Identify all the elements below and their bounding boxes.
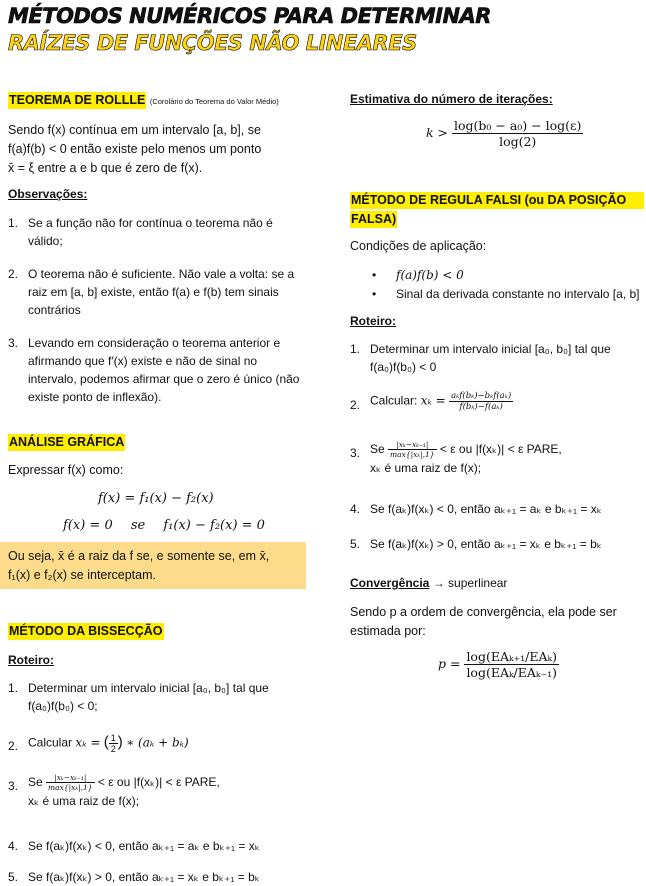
condition-item: • f(a)f(b) < 0 — [372, 268, 464, 282]
fraction-denominator: max{|xₖ|,1} — [390, 450, 435, 460]
fraction-denominator: f(bₖ)−f(aₖ) — [459, 402, 503, 412]
step-lhs: xₖ = — [420, 393, 446, 408]
rolle-text-line3: x̄ = ξ entre a e b que é zero de f(x). — [8, 161, 203, 175]
step-line: Determinar um intervalo inicial [a₀, b₀] tal que — [370, 342, 611, 356]
step-lhs: xₖ = — [75, 735, 101, 750]
regula-heading-line2: FALSA) — [351, 212, 397, 226]
condition-text: Sinal da derivada constante no intervalo [a, b] — [396, 287, 640, 301]
grafica-eq2 — [63, 518, 265, 533]
eq2-mid: se — [130, 518, 146, 533]
obs-line: afirmando que f′(x) existe e não de sinal no — [28, 354, 258, 368]
step-number: 1. — [350, 342, 361, 356]
iteracoes-formula — [426, 118, 583, 149]
fraction-numerator: log(b₀ − a₀) − log(ε) — [454, 118, 582, 133]
obs-heading: Observações: — [8, 187, 88, 201]
fraction-numerator: log(EAₖ₊₁/EAₖ) — [466, 649, 557, 664]
fraction-numerator: |xₖ−xₖ₋₁| — [388, 440, 437, 450]
iteracoes-heading: Estimativa do número de iterações: — [350, 92, 553, 106]
step-line: xₖ é uma raiz de f(x); — [28, 794, 140, 809]
obs-line: Se a função não for contínua o teorema não é — [28, 216, 273, 230]
fraction-denominator: 2 — [110, 744, 116, 754]
conv-text-line2: estimada por: — [350, 624, 426, 638]
p-lhs: p = — [438, 656, 461, 671]
regula-cond-heading: Condições de aplicação: — [350, 239, 487, 253]
obs-line: intervalo, podemos afirmar que o zero é único (não — [28, 372, 300, 386]
step-number: 2. — [350, 398, 361, 412]
step-suffix: < ε ou |f(xₖ)| < ε PARE, — [97, 775, 220, 789]
obs-line: Levando em consideração o teorema anterior e — [28, 336, 281, 350]
convergencia-heading: Convergência — [350, 576, 430, 590]
convergencia-row — [350, 576, 507, 590]
bisseccao-heading: MÉTODO DA BISSECÇÃO — [9, 624, 163, 638]
step-fraction — [449, 391, 513, 412]
obs-line: existe ponto de inflexão). — [28, 390, 162, 404]
step-suffix: ∗ (aₖ + bₖ) — [126, 735, 189, 750]
step-line: Se f(aₖ)f(xₖ) > 0, então aₖ₊₁ = xₖ e bₖ₊₁ = bₖ — [28, 870, 260, 884]
iteracoes-lhs: k > — [426, 125, 449, 140]
fraction-numerator: aₖf(bₖ)−bₖf(aₖ) — [451, 391, 512, 401]
step-fraction — [46, 773, 95, 792]
step-number: 4. — [8, 839, 19, 853]
rolle-heading: TEOREMA DE ROLLLE — [9, 93, 146, 107]
fraction-numerator: 1 — [110, 733, 116, 743]
step-prefix: Calcular — [28, 735, 73, 750]
p-formula — [438, 649, 559, 680]
condition-item: • Sinal da derivada constante no intervalo [a, b] — [372, 287, 640, 301]
convergencia-value: superlinear — [448, 576, 508, 590]
regula-conditions — [372, 266, 640, 304]
step-number: 4. — [350, 502, 361, 516]
rolle-text-line1: Sendo f(x) contínua em um intervalo [a, b], se — [8, 123, 261, 137]
eq2-right: f₁(x) − f₂(x) = 0 — [163, 518, 265, 533]
step-line: Se f(aₖ)f(xₖ) < 0, então aₖ₊₁ = aₖ e bₖ₊₁ = xₖ — [370, 502, 602, 516]
arrow-right-icon: → — [432, 576, 445, 590]
step-suffix: < ε ou |f(xₖ)| < ε PARE, — [439, 442, 562, 456]
step-line: Determinar um intervalo inicial [a₀, b₀] tal que — [28, 681, 269, 695]
obs-line: raiz em [a, b] existe, então f(a) e f(b) tem sinais — [28, 285, 279, 299]
p-fraction — [464, 649, 559, 680]
step-fraction — [109, 733, 118, 754]
step-line: Se f(aₖ)f(xₖ) > 0, então aₖ₊₁ = xₖ e bₖ₊₁ = bₖ — [370, 537, 602, 551]
conv-text-line1: Sendo p a ordem de convergência, ela pode ser — [350, 605, 617, 619]
bisseccao-roteiro: Roteiro: — [8, 653, 54, 667]
step-line: f(a₀)f(b₀) < 0 — [370, 360, 437, 374]
grafica-conclusion-box — [0, 542, 306, 589]
step-prefix: Se — [28, 775, 43, 789]
fraction-denominator: max{|xₖ|,1} — [48, 783, 93, 793]
regula-roteiro: Roteiro: — [350, 314, 396, 328]
box-line1: Ou seja, x̄ é a raiz da f se, e somente se, em x̄, — [8, 549, 270, 563]
step-number: 2. — [8, 739, 19, 753]
grafica-intro: Expressar f(x) como: — [8, 463, 124, 477]
bisseccao-heading-row — [8, 623, 164, 640]
step-line: Se f(aₖ)f(xₖ) < 0, então aₖ₊₁ = aₖ e bₖ₊₁ = xₖ — [28, 839, 260, 853]
step-prefix: Se — [370, 442, 385, 456]
obs-number: 3. — [8, 336, 19, 350]
convergencia-text — [350, 603, 642, 641]
step-number: 5. — [8, 870, 19, 884]
obs-number: 2. — [8, 267, 19, 281]
step-fraction — [388, 440, 437, 459]
step-prefix: Calcular: — [370, 393, 418, 408]
grafica-heading-row — [8, 434, 125, 451]
fraction-numerator: |xₖ−xₖ₋₁| — [46, 773, 95, 783]
iteracoes-fraction — [452, 118, 583, 149]
step-line: f(a₀)f(b₀) < 0; — [28, 699, 98, 713]
box-line2: f₁(x) e f₂(x) se interceptam. — [8, 568, 156, 582]
page-title-line1: MÉTODOS NUMÉRICOS PARA DETERMINAR — [8, 4, 491, 28]
rolle-text-line2: f(a)f(b) < 0 então existe pelo menos um ponto — [8, 142, 262, 156]
step-number: 3. — [350, 446, 361, 460]
regula-heading-line1: MÉTODO DE REGULA FALSI (ou DA POSIÇÃO — [350, 192, 644, 209]
rolle-text — [8, 121, 304, 178]
obs-line: válido; — [28, 234, 63, 248]
eq2-left: f(x) = 0 — [63, 518, 113, 533]
step-number: 5. — [350, 537, 361, 551]
step-number: 3. — [8, 779, 19, 793]
grafica-heading: ANÁLISE GRÁFICA — [9, 435, 125, 449]
condition-text: f(a)f(b) < 0 — [396, 268, 464, 282]
obs-line: O teorema não é suficiente. Não vale a volta: se a — [28, 267, 295, 281]
rolle-heading-row — [8, 92, 279, 109]
obs-number: 1. — [8, 216, 19, 230]
fraction-denominator: log(EAₖ/EAₖ₋₁) — [466, 665, 557, 680]
fraction-denominator: log(2) — [499, 134, 537, 149]
regula-heading-block — [350, 191, 642, 229]
obs-line: contrários — [28, 303, 81, 317]
rolle-subheading: (Corolário do Teorema do Valor Médio) — [149, 97, 279, 106]
step-line: xₖ é uma raiz de f(x); — [370, 461, 482, 476]
grafica-eq1: f(x) = f₁(x) − f₂(x) — [98, 491, 214, 506]
page-title-line2: RAÍZES DE FUNÇÕES NÃO LINEARES — [8, 31, 417, 55]
step-number: 1. — [8, 681, 19, 695]
